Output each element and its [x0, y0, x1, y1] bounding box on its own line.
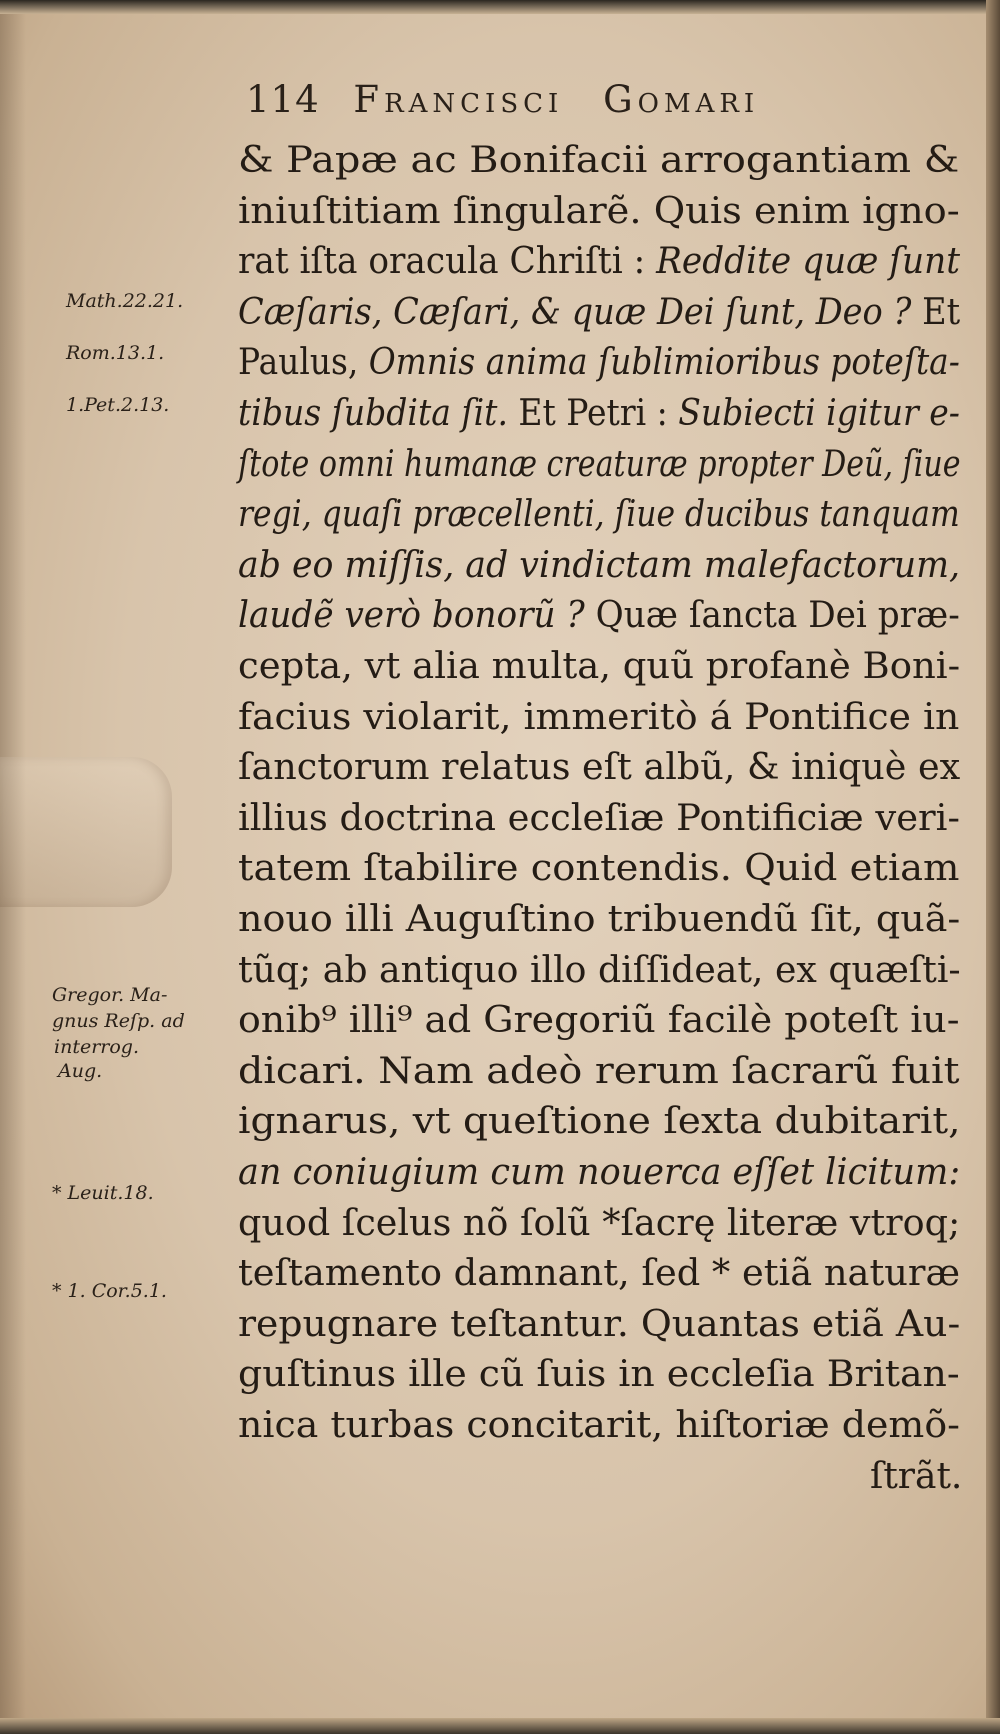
margin-note: 1.Pet.2.13. [66, 394, 170, 416]
roman-text: facius violarit, immeritò á Pontifice in [238, 696, 960, 738]
roman-text: Et Petri : [507, 393, 679, 434]
body-line [238, 1046, 960, 1098]
page-bottom-edge [0, 1718, 1000, 1734]
italic-text: ſtote omni humanæ creaturæ propter Deũ, ſiue [238, 443, 961, 485]
margin-note: Gregor. Ma- [52, 984, 168, 1006]
margin-note: * 1. Cor.5.1. [52, 1280, 167, 1302]
body-line [870, 1451, 962, 1503]
margin-note: Aug. [58, 1060, 103, 1082]
body-line [238, 1198, 960, 1250]
roman-text: dicari. Nam adeò rerum ſacrarũ fuit [238, 1050, 960, 1092]
roman-text: nica turbas concitarit, hiſtoriæ demõ- [238, 1405, 960, 1446]
body-line [238, 894, 960, 946]
margin-note: Math.22.21. [66, 290, 184, 312]
body-line [238, 843, 960, 895]
roman-text: Paulus, [238, 342, 369, 384]
body-line [238, 388, 960, 440]
italic-text: ab eo miſſis, ad vindictam malefactorum, [238, 544, 961, 586]
italic-text: Reddite quæ ſunt [656, 241, 960, 283]
body-line [238, 1248, 960, 1300]
roman-text: ſtrãt. [870, 1455, 963, 1497]
header-author-surname: Gomari [603, 78, 760, 121]
body-line [238, 1400, 960, 1452]
body-line [238, 793, 960, 845]
body-line [238, 186, 960, 238]
roman-text: iniuſtitiam ſingularẽ. Quis enim igno- [238, 190, 960, 232]
roman-text: tũq; ab antiquo illo diſſideat, ex quæſti- [238, 949, 961, 991]
body-line [238, 135, 959, 187]
body-line [238, 692, 959, 744]
roman-text: nouo illi Auguſtino tribuendũ ſit, quã- [238, 899, 961, 940]
roman-text: ignarus, vt queſtione ſexta dubitarit, [238, 1101, 961, 1143]
page-number: 114 [246, 78, 320, 121]
italic-text: Subiecti igitur e- [678, 393, 960, 434]
body-line [238, 540, 960, 592]
roman-text: guſtinus ille cũ ſuis in eccleſia Britan- [238, 1354, 960, 1396]
paper-fold-crease [0, 757, 172, 907]
italic-text: Cæſaris, Cæſari, & quæ Dei ſunt, Deo ? [238, 291, 912, 333]
margin-note: Rom.13.1. [66, 342, 165, 364]
roman-text: cepta, vt alia multa, quũ profanè Boni- [238, 646, 961, 687]
body-line [238, 945, 961, 997]
roman-text: tatem ſtabilire contendis. Quid etiam [238, 848, 960, 890]
margin-note: interrog. [54, 1036, 139, 1058]
body-line [238, 995, 959, 1047]
body-line [238, 489, 960, 541]
italic-text: regi, quaſi præcellenti, ſiue ducibus tanquam [238, 494, 960, 536]
italic-text: Omnis anima ſublimioribus poteſta- [368, 342, 960, 384]
roman-text: teſtamento damnant, ſed * etiã naturæ [238, 1253, 961, 1295]
roman-text: rat iſta oracula Chriſti : [238, 241, 657, 283]
body-line [238, 1299, 960, 1351]
italic-text: an coniugium cum nouerca eſſet licitum: [238, 1152, 961, 1193]
body-line [238, 641, 960, 693]
header-author: Francisci [353, 78, 564, 121]
roman-text: quod ſcelus nõ ſolũ *ſacrę literæ vtroq; [238, 1202, 961, 1244]
roman-text: & Papæ ac Bonifacii arrogantiam & [238, 140, 960, 181]
margin-note: * Leuit.18. [52, 1182, 154, 1204]
body-line [238, 337, 960, 389]
roman-text: Et [911, 291, 961, 333]
body-line [238, 236, 960, 288]
body-line [238, 1147, 960, 1199]
body-line [238, 287, 960, 339]
roman-text: repugnare teſtantur. Quantas etiã Au- [238, 1303, 961, 1345]
roman-text: onib⁹ illi⁹ ad Gregoriũ facilè poteſt iu- [238, 1000, 960, 1042]
page-right-edge [986, 0, 1000, 1734]
body-line [238, 1349, 960, 1401]
roman-text: Quæ ſancta Dei præ- [584, 595, 960, 637]
roman-text: illius doctrina eccleſiæ Pontificiæ veri- [238, 797, 960, 839]
italic-text: laudẽ verò bonorũ ? [238, 595, 585, 637]
page-top-edge [0, 0, 1000, 14]
running-header [246, 78, 886, 122]
body-line [238, 590, 960, 642]
body-line [238, 742, 960, 794]
margin-note: gnus Reſp. ad [52, 1010, 185, 1032]
body-line [238, 1096, 961, 1148]
body-line [238, 439, 961, 491]
italic-text: tibus ſubdita ſit. [238, 393, 508, 434]
roman-text: ſanctorum relatus eſt albũ, & iniquè ex [238, 747, 961, 789]
